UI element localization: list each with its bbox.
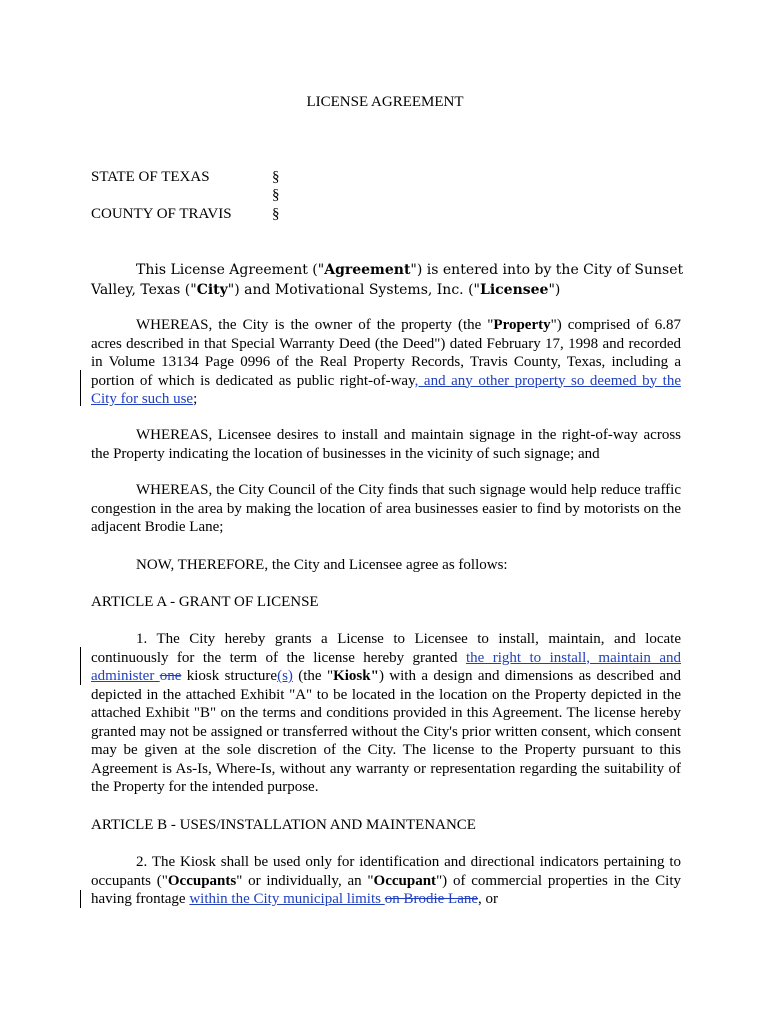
inserted-text: , and any other property so deemed by the City for such use [91, 372, 681, 407]
inserted-text: the right to install, maintain and administer [91, 649, 681, 684]
section-mark: § [272, 169, 280, 185]
whereas-paragraph-2: WHEREAS, Licensee desires to install and maintain signage in the right-of-way across the Property indicating the location of businesses in the vicinity of such signage; and [91, 427, 681, 462]
intro-paragraph: This License Agreement ("Agreement") is entered into by the City of Sunset Valley, Texas ("City") and Motivational Systems, Inc. ("Licensee") [91, 262, 684, 298]
state-label: STATE OF TEXAS [91, 169, 210, 185]
whereas-paragraph-1: WHEREAS, the City is the owner of the property (the "Property") comprised of 6.87 acres described in that Special Warranty Deed (the Deed") dated February 17, 1998 and recorded in Volume 13134 Page 0996 of the Real Property Records, Travis County, Texas, including a portion of which is dedicated as public right-of-way, and any other property so deemed by the City for such use; [91, 317, 681, 407]
revision-bar [80, 370, 81, 406]
section-mark: § [272, 206, 280, 222]
article-b-heading: ARTICLE B - USES/INSTALLATION AND MAINTENANCE [91, 817, 476, 833]
inserted-text: within the City municipal limits [189, 891, 385, 907]
county-label: COUNTY OF TRAVIS [91, 206, 232, 222]
article-a-paragraph-1: 1. The City hereby grants a License to Licensee to install, maintain, and locate continuously for the term of the license hereby granted the right to install, maintain and administer one kiosk structure(s) (the "Kiosk") with a design and dimensions as described and depicted in the attached Exhibit "A" to be located in the location on the Property depicted in the attached Exhibit "B" on the terms and conditions provided in this Agreement. The license hereby granted may not be assigned or transferred without the City's prior written consent, which consent may be given at the sole discretion of the City. The license to the Property pursuant to this Agreement is As-Is, Where-Is, without any warranty or representation regarding the suitability of the Property for the intended purpose. [91, 631, 681, 795]
document-title: LICENSE AGREEMENT [306, 94, 464, 110]
whereas-paragraph-3: WHEREAS, the City Council of the City finds that such signage would help reduce traffic congestion in the area by making the location of area businesses easier to find by motorists on the adjacent Brodie Lane; [91, 482, 681, 535]
revision-bar [80, 647, 81, 685]
revision-bar [80, 890, 81, 908]
article-a-heading: ARTICLE A - GRANT OF LICENSE [91, 594, 319, 610]
section-mark: § [272, 187, 280, 203]
deleted-text: on Brodie Lane [384, 891, 479, 907]
deleted-text: one [159, 668, 182, 684]
inserted-text: (s) [277, 668, 293, 684]
now-therefore-paragraph: NOW, THEREFORE, the City and Licensee agree as follows: [136, 557, 508, 573]
article-b-paragraph-2: 2. The Kiosk shall be used only for identification and directional indicators pertaining to occupants ("Occupants" or individually, an "Occupant") of commercial properties in the City having frontage within the City municipal limits on Brodie Lane, or [91, 854, 681, 907]
